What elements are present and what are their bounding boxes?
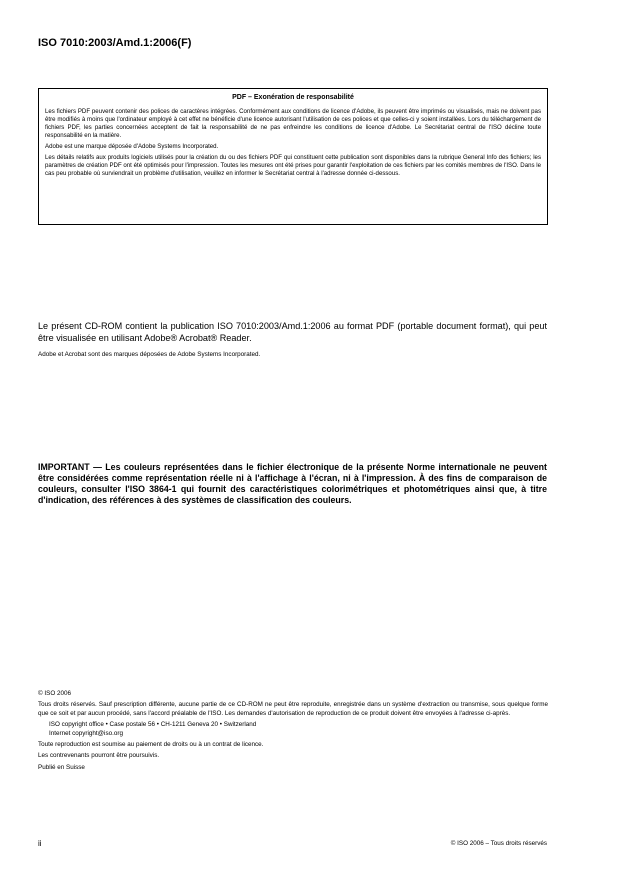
disclaimer-paragraph-adobe: Adobe est une marque déposée d'Adobe Systems Incorporated. [45, 143, 219, 150]
footer-rights: © ISO 2006 – Tous droits réservés [450, 840, 547, 847]
copyright-offenders: Les contrevenants pourront être poursuivis. [38, 752, 160, 760]
page-number: ii [38, 839, 42, 848]
copyright-block [38, 690, 548, 775]
disclaimer-title: PDF – Exonération de responsabilité [232, 94, 354, 101]
copyright-license: Toute reproduction est soumise au paiement de droits ou à un contrat de licence. [38, 741, 264, 749]
copyright-rights: Tous droits réservés. Sauf prescription différente, aucune partie de ce CD-ROM ne peut être reproduite, enregistrée dans un système d'extraction ou transmise, sous quelque forme que ce soit et par aucun procédé, sans l'accord préalable de l'ISO. Les demandes d'autorisation de reproduction de ce produit doivent être envoyées à l'adresse ci-après. [38, 701, 548, 717]
disclaimer-paragraph-fonts: Les fichiers PDF peuvent contenir des polices de caractères intégrées. Conformément aux conditions de licence d'Adobe, ils peuvent être imprimés ou visualisés, mais ne doivent pas être modifiés à moins que l'ordinateur employé à cet effet ne bénéficie d'une licence autorisant l'utilisation de ces polices et que celles-ci y soient installées. Lors du téléchargement de fichiers PDF, les parties concernées acceptent de fait la responsabilité de ne pas enfreindre les conditions de licence d'Adobe. Le Secrétariat central de l'ISO décline toute responsabilité en la matière. [45, 108, 541, 139]
pdf-disclaimer-box [38, 88, 548, 225]
disclaimer-paragraph-software: Les détails relatifs aux produits logiciels utilisés pour la création du ou des fichiers PDF qui constituent cette publication sont disponibles dans la rubrique General Info des fichiers; les paramètres de création PDF ont été optimisés pour l'impression. Toutes les mesures ont été prises pour garantir l'exploitation de ces fichiers par les comités membres de l'ISO. Dans le cas peu probable où surviendrait un problème d'utilisation, veuillez en informer le Secrétariat central à l'adresse donnée ci-dessous. [45, 154, 541, 177]
cdrom-text: Le présent CD-ROM contient la publication ISO 7010:2003/Amd.1:2006 au format PDF (portable document format), qui peut être visualisée en utilisant Adobe® Acrobat® Reader. [38, 321, 547, 343]
copyright-office: ISO copyright office • Case postale 56 • CH-1211 Geneva 20 • Switzerland [49, 721, 257, 729]
copyright-office-address [38, 721, 548, 738]
document-id-header: ISO 7010:2003/Amd.1:2006(F) [38, 37, 192, 49]
cdrom-notice [38, 320, 547, 344]
copyright-line: © ISO 2006 [38, 690, 71, 697]
trademark-notice: Adobe et Acrobat sont des marques déposées de Adobe Systems Incorporated. [38, 351, 261, 358]
copyright-internet: Internet copyright@iso.org [49, 729, 123, 737]
copyright-published: Publié en Suisse [38, 763, 85, 771]
important-color-notice: IMPORTANT — Les couleurs représentées dans le fichier électronique de la présente Norme internationale ne peuvent être considérées comme représentation réelle ni à l'affichage à l'écran, ni à l'impression. À des fins de comparaison de couleurs, consulter l'ISO 3864-1 qui fournit des caractéristiques colorimétriques et photométriques ainsi que, à titre d'indication, des références à des systèmes de classification des couleurs. [38, 462, 547, 505]
